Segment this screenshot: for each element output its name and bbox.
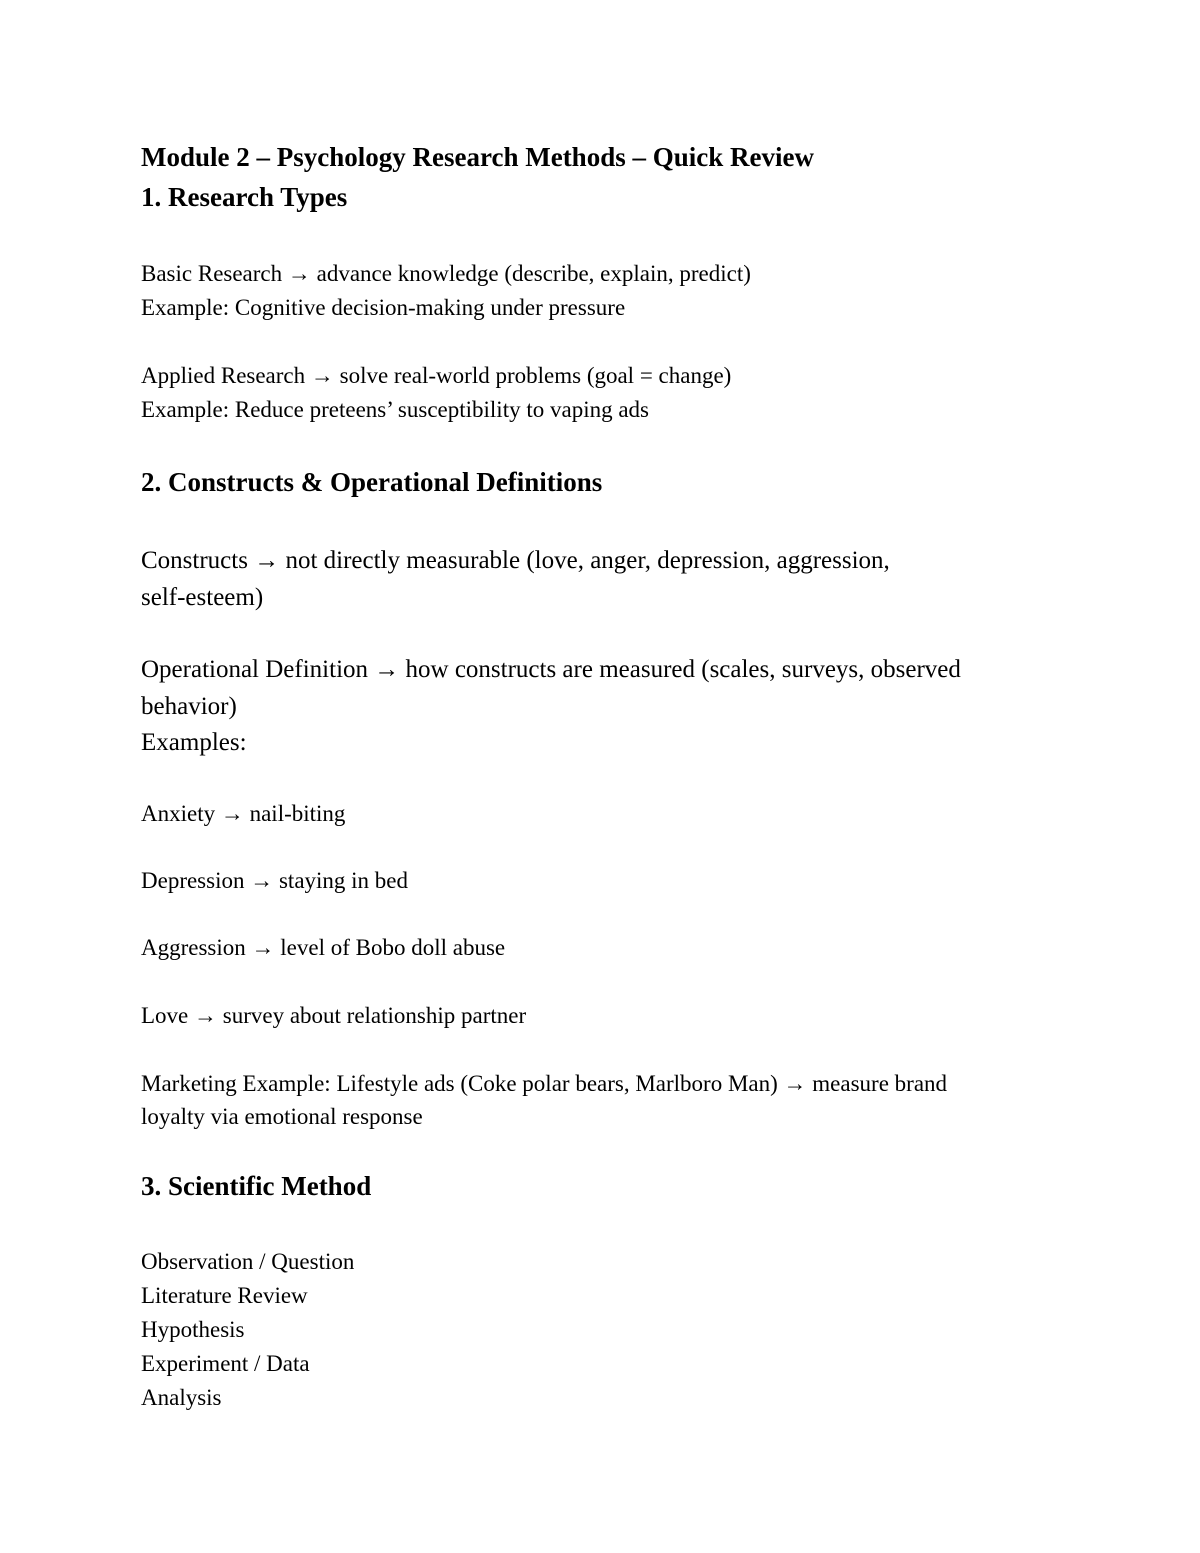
example-love: Love → survey about relationship partner: [141, 1003, 527, 1028]
example-anxiety: Anxiety → nail-biting: [141, 801, 346, 826]
example-aggression: Aggression → level of Bobo doll abuse: [141, 935, 506, 960]
marketing-example-line-2: loyalty via emotional response: [141, 1104, 423, 1129]
document-title: Module 2 – Psychology Research Methods – Quick Review: [141, 142, 814, 172]
marketing-example-line-1: Marketing Example: Lifestyle ads (Coke polar bears, Marlboro Man) → measure brand: [141, 1071, 948, 1096]
examples-label: Examples:: [141, 729, 247, 756]
section-2-heading: 2. Constructs & Operational Definitions: [141, 467, 603, 497]
section-1-heading: 1. Research Types: [141, 182, 348, 212]
step-analysis: Analysis: [141, 1385, 222, 1410]
applied-research-line: Applied Research → solve real-world problems (goal = change): [141, 363, 732, 388]
constructs-line-2: self-esteem): [141, 584, 264, 611]
section-3-heading: 3. Scientific Method: [141, 1171, 372, 1201]
step-literature-review: Literature Review: [141, 1283, 308, 1308]
basic-research-line: Basic Research → advance knowledge (describe, explain, predict): [141, 261, 751, 286]
operational-definition-line-1: Operational Definition → how constructs are measured (scales, surveys, observed: [141, 656, 961, 683]
operational-definition-line-2: behavior): [141, 693, 237, 720]
applied-research-example: Example: Reduce preteens’ susceptibility to vaping ads: [141, 397, 649, 422]
constructs-line-1: Constructs → not directly measurable (love, anger, depression, aggression,: [141, 547, 890, 574]
basic-research-example: Example: Cognitive decision-making under pressure: [141, 295, 626, 320]
step-observation: Observation / Question: [141, 1249, 355, 1274]
step-experiment: Experiment / Data: [141, 1351, 310, 1376]
step-hypothesis: Hypothesis: [141, 1317, 245, 1342]
example-depression: Depression → staying in bed: [141, 868, 409, 893]
